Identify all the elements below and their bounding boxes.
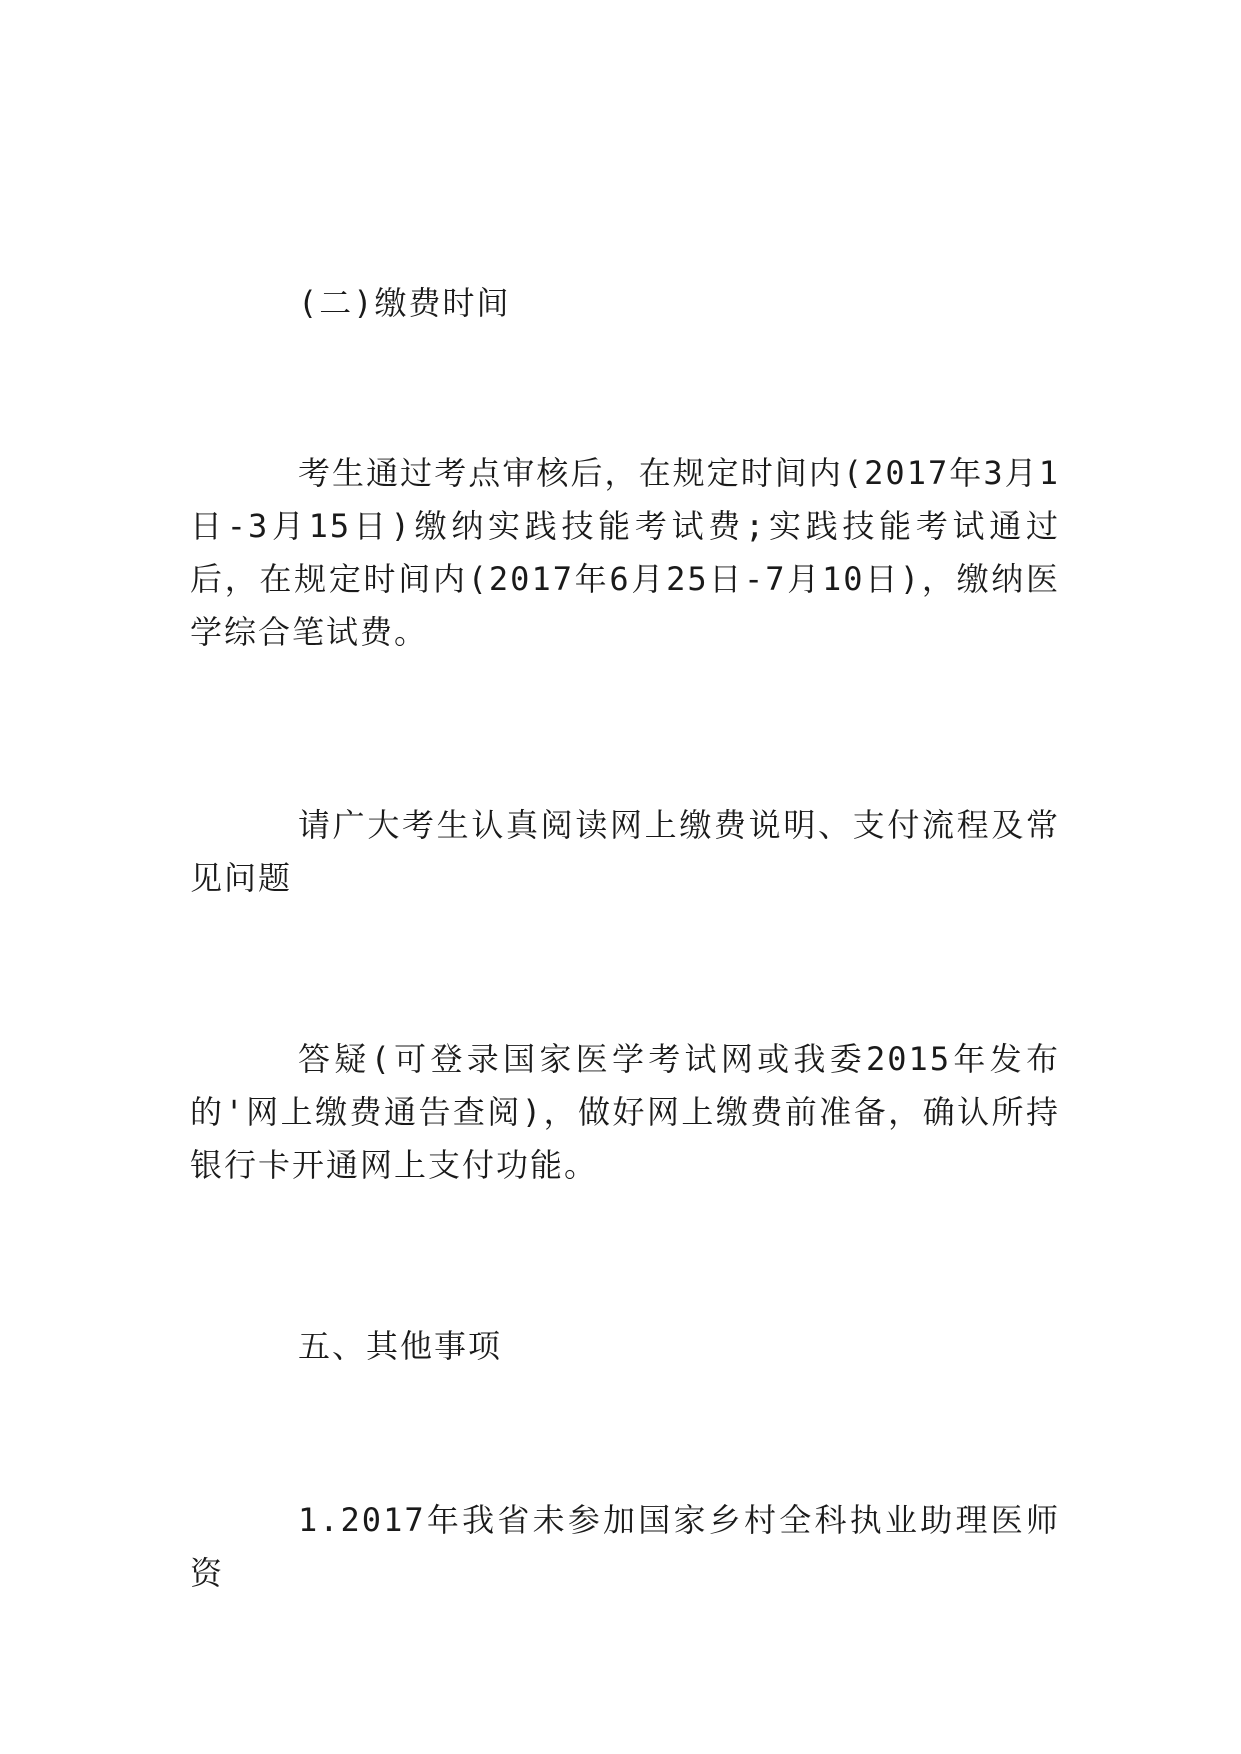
paragraph-payment-schedule: 考生通过考点审核后，在规定时间内(2017年3月1日-3月15日)缴纳实践技能考试费;实践技能考试通过后，在规定时间内(2017年6月25日-7月10日)，缴纳医学综合笔试费。	[190, 454, 1060, 651]
section-heading-other-matters: 五、其他事项	[298, 1327, 503, 1365]
paragraph-faq-preparation: 答疑(可登录国家医学考试网或我委2015年发布的'网上缴费通告查阅)，做好网上缴费前准备，确认所持银行卡开通网上支付功能。	[190, 1040, 1060, 1184]
section-heading-payment-time: (二)缴费时间	[298, 284, 511, 322]
paragraph-item-1: 1.2017年我省未参加国家乡村全科执业助理医师资	[190, 1501, 1060, 1592]
paragraph-read-instructions: 请广大考生认真阅读网上缴费说明、支付流程及常见问题	[190, 806, 1060, 897]
